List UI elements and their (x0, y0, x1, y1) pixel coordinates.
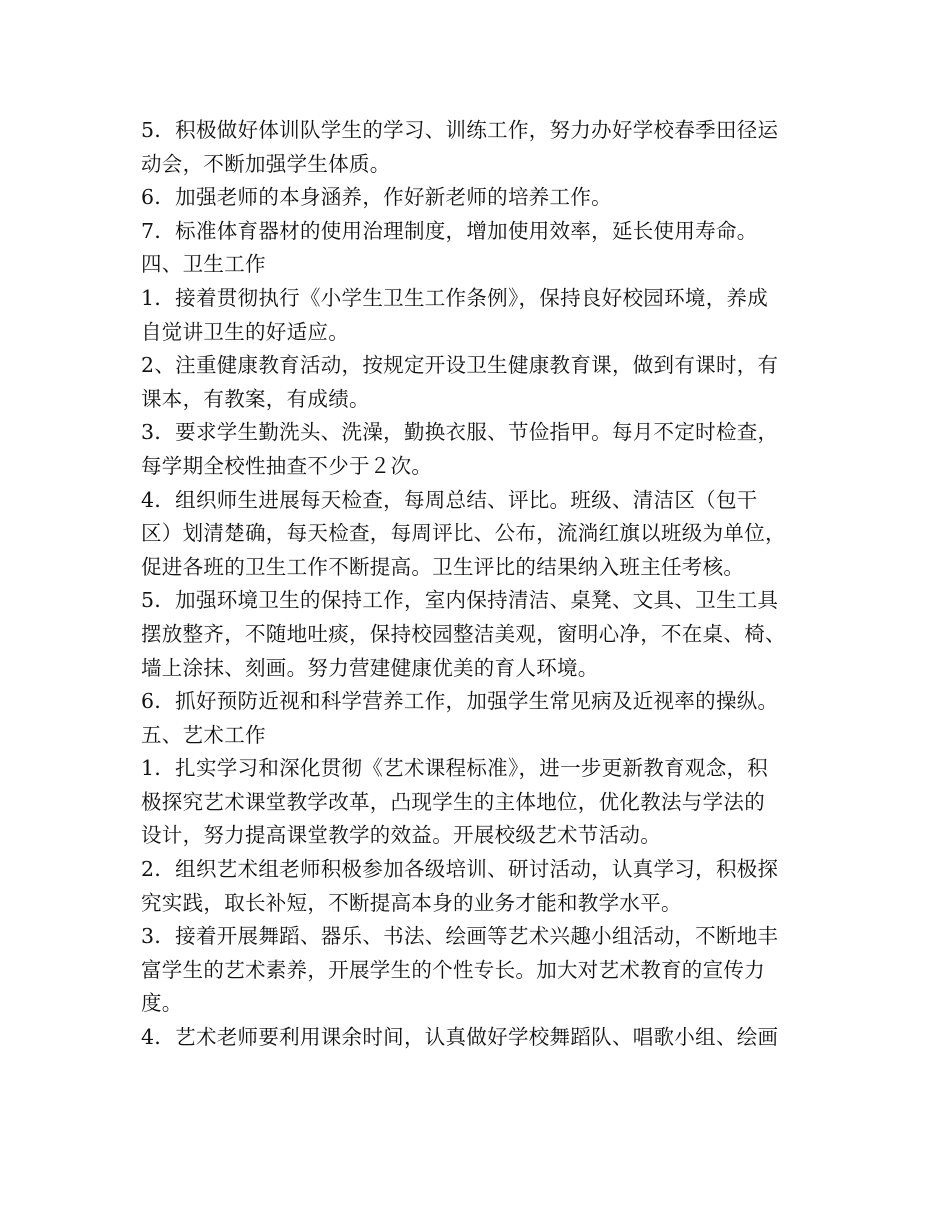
section-heading: 四、卫生工作 (141, 252, 266, 277)
text-line: 2、注重健康教育活动，按规定开设卫生健康教育课，做到有课时，有 (141, 353, 779, 378)
text-line: 区）划清楚确，每天检查，每周评比、公布，流淌红旗以班级为单位， (141, 521, 786, 546)
text-line: 6．抓好预防近视和科学营养工作，加强学生常见病及近视率的操纵。 (141, 689, 779, 714)
text-line: 5．加强环境卫生的保持工作，室内保持清洁、桌凳、文具、卫生工具 (141, 588, 779, 613)
text-line: 度。 (141, 991, 183, 1016)
text-line: 1．接着贯彻执行《小学生卫生工作条例》，保持良好校园环境，养成 (141, 285, 769, 310)
text-line: 自觉讲卫生的好适应。 (141, 319, 349, 344)
text-line: 3．接着开展舞蹈、器乐、书法、绘画等艺术兴趣小组活动，不断地丰 (141, 924, 779, 949)
text-line: 极探究艺术课堂教学改革，凸现学生的主体地位，优化教法与学法的 (141, 789, 765, 814)
text-line: 促进各班的卫生工作不断提高。卫生评比的结果纳入班主任考核。 (141, 554, 745, 579)
text-line: 课本，有教案，有成绩。 (141, 386, 370, 411)
text-line: 1．扎实学习和深化贯彻《艺术课程标准》，进一步更新教育观念，积 (141, 756, 769, 781)
text-line: 3．要求学生勤洗头、洗澡，勤换衣服、节俭指甲。每月不定时检查， (141, 420, 779, 445)
text-line: 6．加强老师的本身涵养，作好新老师的培养工作。 (141, 185, 612, 210)
text-line: 4．组织师生进展每天检查，每周总结、评比。班级、清洁区（包干 (141, 487, 758, 512)
text-line: 富学生的艺术素养，开展学生的个性专长。加大对艺术教育的宣传力 (141, 957, 765, 982)
text-line: 动会，不断加强学生体质。 (141, 151, 391, 176)
text-line: 墙上涂抹、刻画。努力营建健康优美的育人环境。 (141, 655, 599, 680)
document-body (141, 114, 821, 1055)
text-line: 5．积极做好体训队学生的学习、训练工作，努力办好学校春季田径运 (141, 118, 779, 142)
text-line: 设计，努力提高课堂教学的效益。开展校级艺术节活动。 (141, 823, 661, 848)
text-line: 究实践，取长补短，不断提高本身的业务才能和教学水平。 (141, 890, 682, 915)
text-line: 7．标准体育器材的使用治理制度，增加使用效率，延长使用寿命。 (141, 218, 758, 243)
text-line: 2．组织艺术组老师积极参加各级培训、研讨活动，认真学习，积极探 (141, 857, 779, 882)
text-line: 4．艺术老师要利用课余时间，认真做好学校舞蹈队、唱歌小组、绘画 (141, 1025, 779, 1050)
text-line: 摆放整齐，不随地吐痰，保持校园整洁美观，窗明心净，不在桌、椅、 (141, 621, 786, 646)
text-line: 每学期全校性抽查不少于２次。 (141, 453, 433, 478)
section-heading: 五、艺术工作 (141, 722, 266, 747)
